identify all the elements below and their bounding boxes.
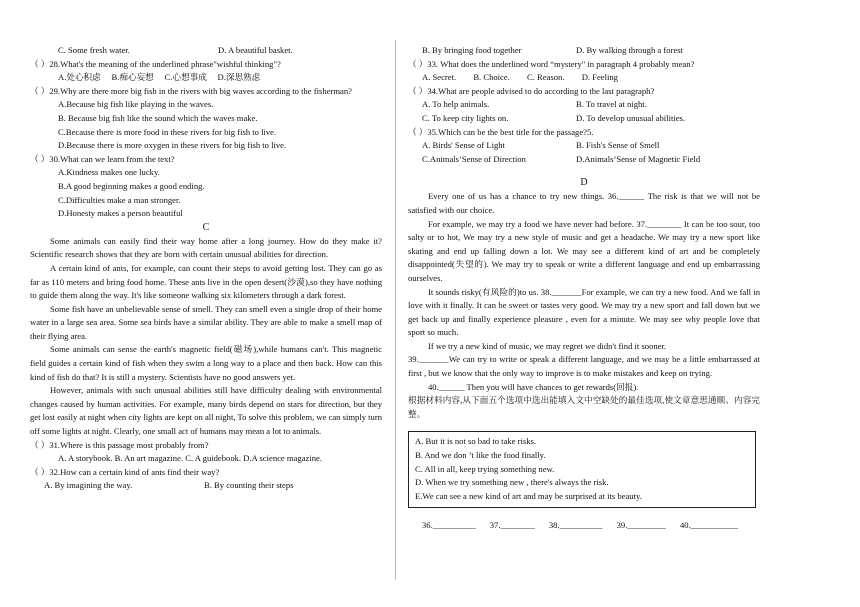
answer-blanks (408, 519, 760, 533)
q30-option-d: D.Honesty makes a person beautiful (58, 208, 183, 219)
box-option-e: E.We can see a new kind of art and may be surprised at its beauty. (415, 490, 642, 501)
passage-d-paragraph-39: 39._______We can try to write or speak a different language, and we may be a little embarrassed at first , but we know that the only way to improve is to make mistakes and keep on trying. (408, 354, 760, 379)
q28-options (30, 71, 382, 85)
q32-options-bd (408, 44, 760, 58)
left-column (30, 44, 382, 493)
q35-stem: （ ）35.Which can be the best title for the passage?5. (408, 126, 594, 137)
passage-d-paragraph: Every one of us has a chance to try new things. 36.______ The risk is that we will not be satisfied with our choice. (408, 191, 760, 215)
passage-c-paragraph: However, animals with such unusual abilities still have difficulty dealing with environmental changes caused by human activities. For example, many birds depend on stars for direction, but they get lost easily at night when city lights are kept on all night, To solve this problem, we can simply turn off some lights at night. Clearly, one small act of humans may mean a lot to animals. (30, 385, 383, 437)
option-text: B. By bringing food together (422, 45, 522, 55)
q31-options: A. A storybook. B. An art magazine. C. A guidebook. D.A science magazine. (58, 453, 322, 464)
passage-c-paragraph: A certain kind of ants, for example, can count their steps to avoid getting lost. They can go as far as 110 meters and bring food home. These ants live in the open desert(沙漠),so they have nothing to guide them along the way. It's like someone walking six kilometers through a dark forest. (30, 262, 382, 301)
option-text: B. To travel at night. (576, 99, 647, 110)
q30-option-c: C.Difficulties make a man stronger. (58, 194, 181, 205)
passage-c-paragraph: Some animals can sense the earth's magnetic field(磁场),while humans can't. This magnetic field guides a certain kind of fish when they swim a long way to a place and then back. How can this kind of fish do that? It is still a mystery. Scientists have no good answers yet. (30, 344, 382, 382)
option-text: D. By walking through a forest (576, 45, 683, 55)
option-text: C.Animals’Sense of Direction (422, 153, 526, 164)
option-text: A. Birds' Sense of Light (422, 140, 505, 151)
q29-stem: （ ）29.Why are there more big fish in the rivers with big waves according to the fisherman? (30, 85, 352, 96)
option-text: A. By imagining the way. (44, 480, 133, 491)
q30-option-b: B.A good beginning makes a good ending. (58, 180, 205, 191)
q29-option-d: D.Because there is more oxygen in these rivers for big fish to live. (58, 140, 287, 151)
q27-options-cd (30, 44, 382, 58)
option-text: C.心想事成 (164, 72, 207, 83)
box-option-c: C. All in all, keep trying something new. (415, 463, 555, 474)
box-option-d: D. When we try something new , there's always the risk. (415, 477, 609, 488)
right-column (408, 44, 760, 533)
answer-blank-36[interactable]: 36.__________ (422, 520, 476, 531)
q35-options-cd (408, 153, 760, 167)
option-text: B.痴心妄想 (111, 72, 154, 83)
option-text: D.Animals’Sense of Magnetic Field (576, 153, 701, 164)
option-text: D. Feeling (581, 72, 618, 83)
q31-stem: （ ）31.Where is this passage most probably from? (30, 439, 209, 450)
q34-options-cd (408, 112, 760, 126)
q32-stem: （ ）32.How can a certain kind of ants find their way? (30, 466, 220, 477)
option-text: D. A beautiful basket. (218, 45, 293, 55)
instruction-text: 根据材料内容,从下面五个选项中选出能填入文中空缺处的最佳选项,使文章意思通顺、内容完整。 (408, 395, 760, 419)
q29-option-b: B. Because big fish like the sound which the waves make. (58, 112, 258, 123)
q35-options-ab (408, 139, 760, 153)
q28-stem: （ ）28.What's the meaning of the underlined phrase"wishful thinking"? (30, 58, 281, 69)
q32-options-ab (30, 479, 382, 493)
box-option-b: B. And we don ’t like the food finally. (415, 450, 546, 461)
q30-option-a: A.Kindness makes one lucky. (58, 167, 160, 178)
option-text: D. To develop unusual abilities. (576, 112, 686, 123)
option-text: B. By counting their steps (204, 480, 294, 491)
q34-stem: （ ）34.What are people advised to do according to the last paragraph? (408, 85, 655, 96)
q33-stem: （ ）33. What does the underlined word “mystery" in paragraph 4 probably mean? (408, 58, 695, 69)
answer-blank-39[interactable]: 39._________ (616, 520, 666, 531)
option-text: B. Fish's Sense of Smell (576, 140, 660, 151)
passage-d-paragraph: It sounds risky(有风险的)to us. 38._______For example, we can try a new food. And we fall in love with it finally. It can be sweet or tastes very good. We may try a new sport and fall down but we get back up and finally experience pleasure , even for a minute. We may see why people love that sport so much. (408, 286, 760, 338)
q33-options (408, 71, 760, 85)
options-box (408, 431, 756, 508)
passage-d-paragraph: For example, we may try a food we have never had before. 37.________ It can be too sour, too salty or to hot, We may try a new style of music and get a headache. We may try a new sport like skating and end up falling down a lot. We may see a different kind of art and be completely disappointed(失望的). We may try to speak or write a different language and end up embarrassing ourselves. (408, 218, 760, 283)
option-text: A. Secret. (422, 72, 457, 83)
q29-option-c: C.Because there is more food in these rivers for big fish to live. (58, 126, 277, 137)
option-text: A. To help animals. (422, 99, 490, 110)
option-text: C. To keep city lights on. (422, 112, 509, 123)
answer-blank-40[interactable]: 40.___________ (679, 520, 738, 531)
passage-d-paragraph: If we try a new kind of music, we may regret we didn't find it sooner. (428, 340, 667, 351)
option-text: C. Some fresh water. (58, 45, 130, 55)
q34-options-ab (408, 98, 760, 112)
option-text: C. Reason. (527, 72, 565, 83)
box-option-a: A. But it is not so bad to take risks. (415, 436, 537, 447)
section-d-heading: D (580, 177, 588, 189)
option-text: B. Choice. (473, 72, 510, 83)
q30-stem: （ ）30.What can we learn from the text? (30, 153, 175, 164)
q29-option-a: A.Because big fish like playing in the waves. (58, 99, 214, 110)
option-text: A.处心积虑 (58, 72, 101, 83)
option-text: D.深思熟虑 (217, 72, 261, 83)
answer-blank-37[interactable]: 37.________ (489, 520, 535, 531)
answer-blank-38[interactable]: 38.__________ (548, 520, 603, 531)
passage-c-paragraph: Some animals can easily find their way home after a long journey. How do they make it?Scientific research shows that they are born with certain unusual abilities for direction. (30, 235, 382, 260)
passage-d-paragraph-40: 40.______ Then you will have chances to get rewards(回报). (428, 381, 639, 392)
passage-c-paragraph: Some fish have an unbelievable sense of smell. They can smell even a single drop of their home water in a large sea area. Some sea birds have a similar ability. They are able to make a smell map of their flying area. (30, 303, 382, 341)
section-c-heading: C (202, 221, 210, 233)
column-divider (395, 40, 396, 580)
